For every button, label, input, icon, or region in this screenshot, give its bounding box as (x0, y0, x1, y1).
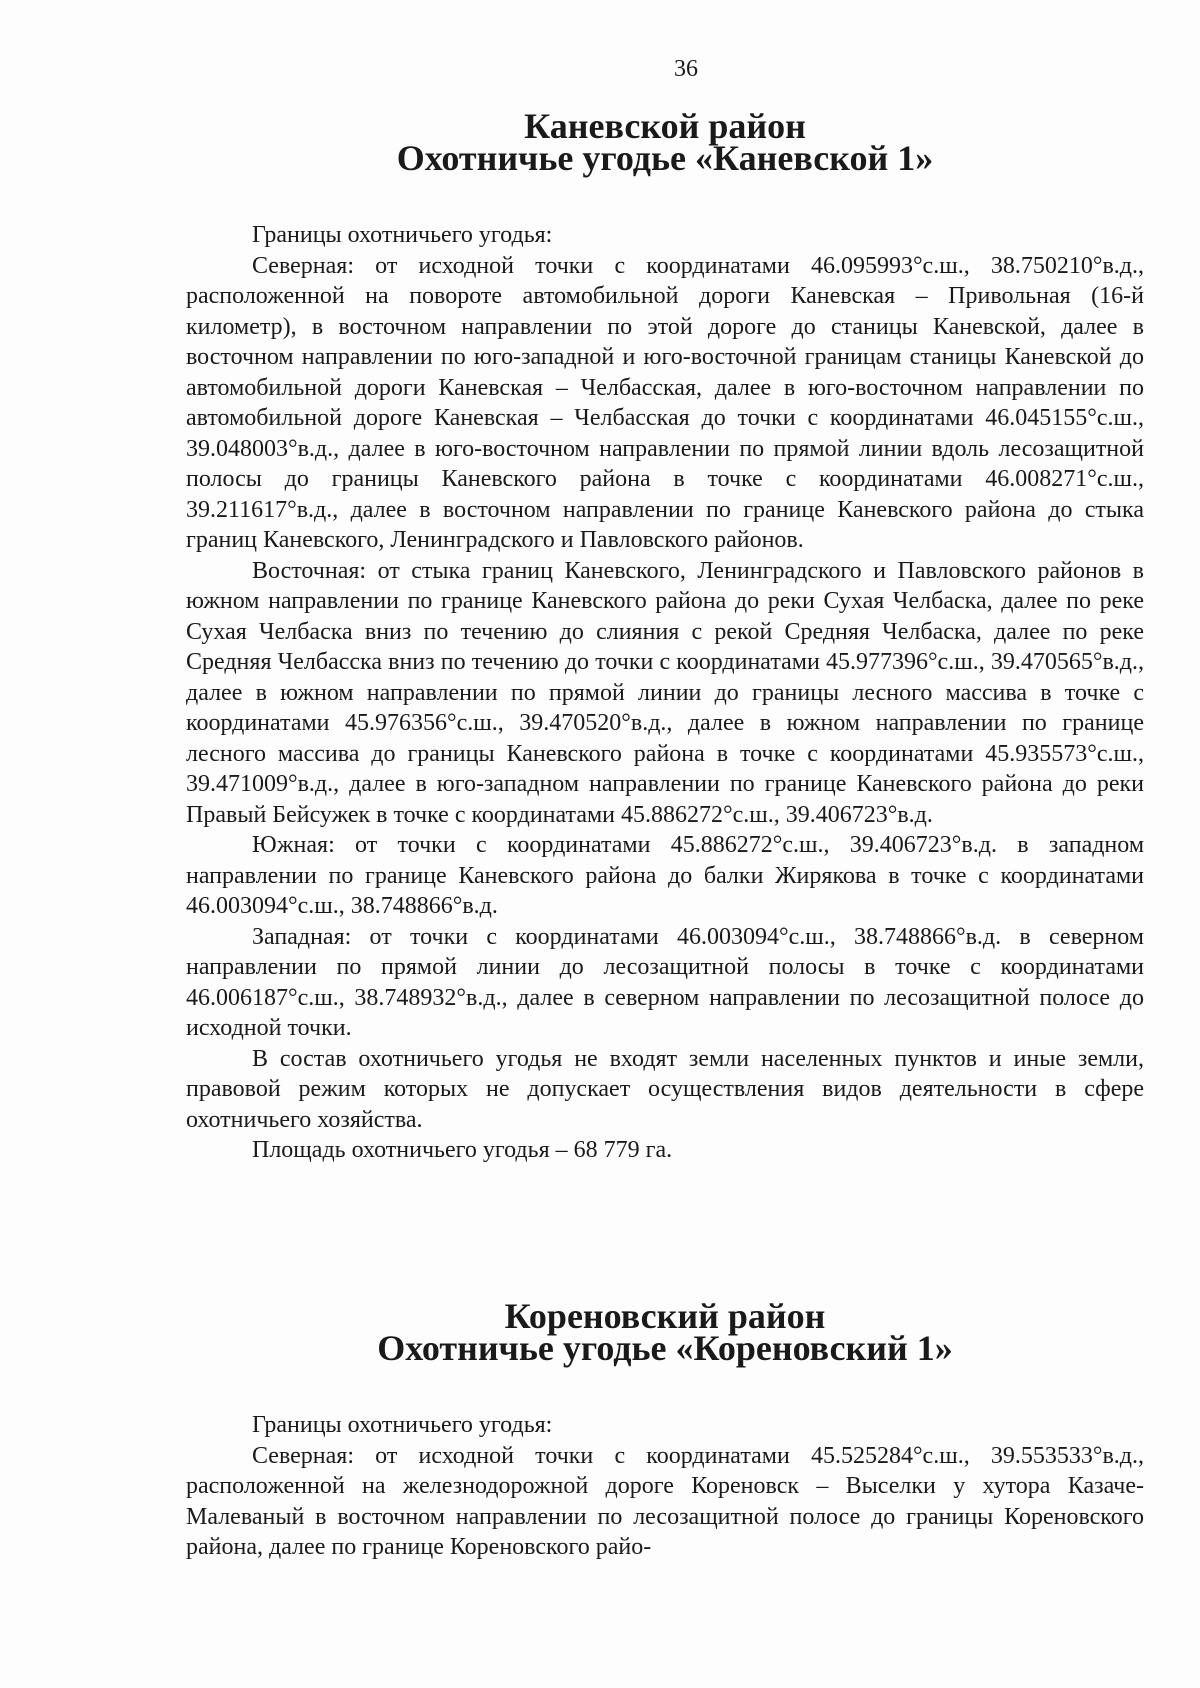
boundary-north: Северная: от исходной точки с координатами 46.095993°с.ш., 38.750210°в.д., расположенной на повороте автомобильной дороги Каневская – Привольная (16-й километр), в восточном направлении по этой дороге до станицы Каневской, далее в восточном направлении по юго-западной и юго-восточной границам станицы Каневской до автомобильной дороги Каневская – Челбасская, далее в юго-восточном направлении по автомобильной дороге Каневская – Челбасская до точки с координатами 46.045155°с.ш., 39.048003°в.д., далее в юго-восточном направлении по прямой линии вдоль лесозащитной полосы до границы Каневского района в точке с координатами 46.008271°с.ш., 39.211617°в.д., далее в восточном направлении по границе Каневского района до стыка границ Каневского, Ленинградского и Павловского районов. (186, 252, 1144, 553)
section-kanevskoy (186, 106, 1144, 1166)
boundaries-intro: Границы охотничьего угодья: (252, 222, 553, 248)
district-title: Каневской район (524, 106, 806, 146)
section-heading (186, 106, 1144, 178)
boundary-east: Восточная: от стыка границ Каневского, Ленинградского и Павловского районов в южном направлении по границе Каневского района до реки Сухая Челбаска, далее по реке Сухая Челбаска вниз по течению до слияния с рекой Средняя Челбаска, далее по реке Средняя Челбасска вниз по течению до точки с координатами 45.977396°с.ш., 39.470565°в.д., далее в южном направлении по прямой линии до границы лесного массива в точке с координатами 45.976356°с.ш., 39.470520°в.д., далее в южном направлении по границе лесного массива до границы Каневского района в точке с координатами 45.935573°с.ш., 39.471009°в.д., далее в юго-западном направлении по границе Каневского района до реки Правый Бейсужек в точке с координатами 45.886272°с.ш., 39.406723°в.д. (186, 557, 1144, 828)
area-paragraph: Площадь охотничьего угодья – 68 779 га. (252, 1137, 673, 1163)
district-title: Кореновский район (504, 1296, 826, 1336)
boundaries-intro: Границы охотничьего угодья: (252, 1412, 553, 1438)
boundary-north: Северная: от исходной точки с координатами 45.525284°с.ш., 39.553533°в.д., расположенной на железнодорожной дороге Кореновск – Выселки у хутора Казаче-Малеваный в восточном направлении по лесозащитной полосе до границы Кореновского района, далее по границе Кореновского райо- (186, 1442, 1144, 1560)
section-korenovsky (186, 1296, 1144, 1563)
exclusions-paragraph: В состав охотничьего угодья не входят земли населенных пунктов и иные земли, правовой режим которых не допускает осуществления видов деятельности в сфере охотничьего хозяйства. (186, 1045, 1144, 1133)
hunting-ground-title: Охотничье угодье «Кореновский 1» (377, 1328, 953, 1368)
boundary-west: Западная: от точки с координатами 46.003094°с.ш., 38.748866°в.д. в северном направлении по прямой линии до лесозащитной полосы в точке с координатами 46.006187°с.ш., 38.748932°в.д., далее в северном направлении по лесозащитной полосе до исходной точки. (186, 923, 1144, 1041)
hunting-ground-title: Охотничье угодье «Каневской 1» (396, 138, 934, 178)
boundary-south: Южная: от точки с координатами 45.886272°с.ш., 39.406723°в.д. в западном направлении по границе Каневского района до балки Жирякова в точке с координатами 46.003094°с.ш., 38.748866°в.д. (186, 832, 1144, 919)
page-number: 36 (674, 56, 698, 82)
section-heading (186, 1296, 1144, 1368)
